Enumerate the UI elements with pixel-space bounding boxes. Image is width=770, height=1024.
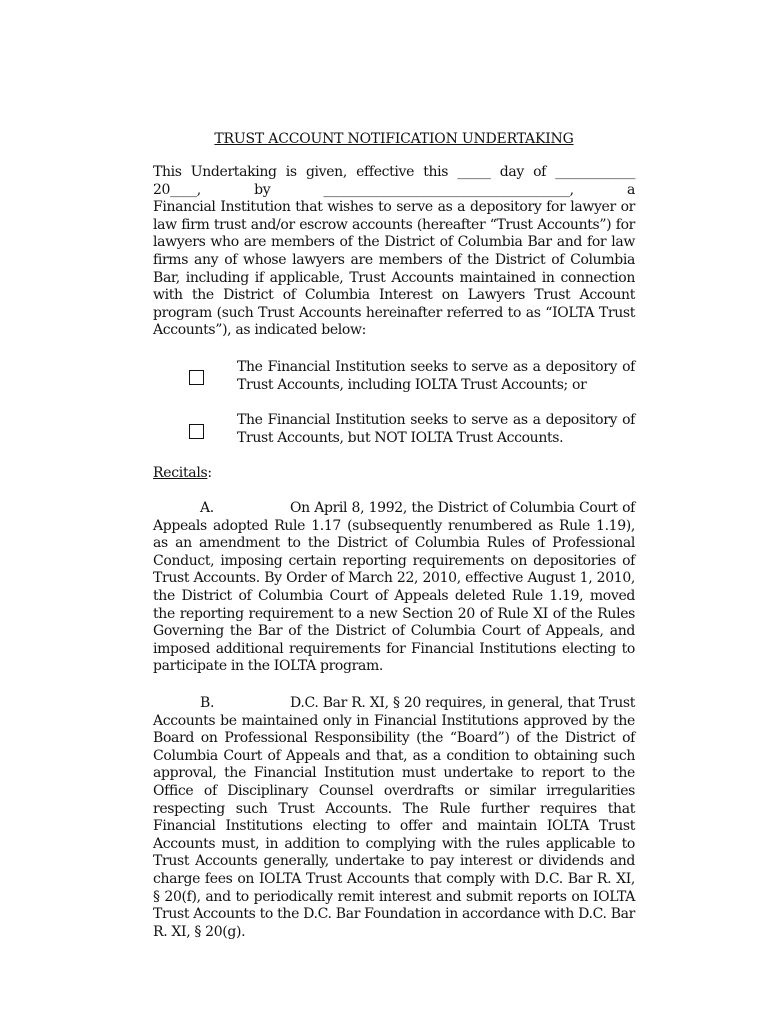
option-including-iolta-checkbox[interactable]	[189, 370, 204, 385]
option-including-iolta-text: The Financial Institution seeks to serve as a depository of Trust Accounts, including IOLTA Trust Accounts; or	[237, 359, 635, 393]
recital-b-marker: B.	[200, 695, 215, 711]
recital-b-text: D.C. Bar R. XI, § 20 requires, in general, that Trust Accounts be maintained only in Financial Institutions approved by the Board on Professional Responsibility (the “Board”) of the District of Columbia Court of Appeals and that, as a condition to obtaining such approval, the Financial Institution must undertake to report to the Office of Disciplinary Counsel overdrafts or similar irregularities respecting such Trust Accounts. The Rule further requires that Financial Institutions electing to offer and maintain IOLTA Trust Accounts must, in addition to complying with the rules applicable to Trust Accounts generally, undertake to pay interest or dividends and charge fees on IOLTA Trust Accounts that comply with D.C. Bar R. XI, § 20(f), and to periodically remit interest and submit reports on IOLTA Trust Accounts to the D.C. Bar Foundation in accordance with D.C. Bar R. XI, § 20(g).	[153, 695, 635, 940]
document-title: TRUST ACCOUNT NOTIFICATION UNDERTAKING	[214, 131, 574, 147]
recitals-heading-colon: :	[207, 465, 212, 481]
intro-paragraph	[153, 164, 635, 340]
recital-a-text: On April 8, 1992, the District of Columbia Court of Appeals adopted Rule 1.17 (subsequently renumbered as Rule 1.19), as an amendment to the District of Columbia Rules of Professional Conduct, imposing certain reporting requirements on depositories of Trust Accounts. By Order of March 22, 2010, effective August 1, 2010, the District of Columbia Court of Appeals deleted Rule 1.19, moved the reporting requirement to a new Section 20 of Rule XI of the Rules Governing the Bar of the District of Columbia Court of Appeals, and imposed additional requirements for Financial Institutions electing to participate in the IOLTA program.	[153, 500, 635, 675]
intro-line-effective-date: This Undertaking is given, effective this _____ day of ____________	[153, 164, 635, 180]
recitals-heading-label: Recitals	[153, 465, 208, 481]
option-not-iolta-checkbox[interactable]	[189, 424, 204, 439]
recital-a	[153, 500, 635, 676]
recitals-heading	[153, 464, 212, 482]
option-not-iolta-text: The Financial Institution seeks to serve as a depository of Trust Accounts, but NOT IOLTA Trust Accounts.	[237, 412, 635, 446]
recital-b	[153, 695, 635, 941]
intro-line-institution-name: 20____, by _____________________________________, a	[153, 181, 635, 198]
recital-a-marker: A.	[200, 500, 214, 516]
intro-line-body: Financial Institution that wishes to serve as a depository for lawyer or law firm trust and/or escrow accounts (hereafter “Trust Accounts”) for lawyers who are members of the District of Columbia Bar and for law firms any of whose lawyers are members of the District of Columbia Bar, including if applicable, Trust Accounts maintained in connection with the District of Columbia Interest on Lawyers Trust Account program (such Trust Accounts hereinafter referred to as “IOLTA Trust Accounts”), as indicated below:	[153, 199, 635, 339]
